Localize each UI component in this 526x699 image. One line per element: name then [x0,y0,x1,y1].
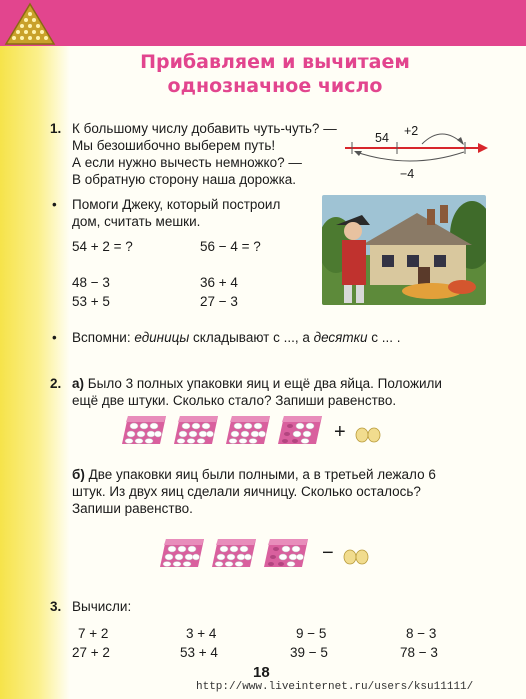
egg-carton [120,414,168,453]
task2b-line2: штук. Из двух яиц сделали яичницу. Сколько осталось? [72,484,421,499]
example-2a: 48 − 3 [72,275,110,290]
numberline-plus-label: +2 [404,124,419,138]
page-title-line2: однозначное число [167,75,383,97]
header-bar [0,0,526,46]
two-eggs [354,427,382,443]
plus-sign: + [334,421,346,443]
watermark-url: http://www.liveinternet.ru/users/ksu11111/ [196,681,474,693]
task2-number: 2. [50,376,62,391]
example-1a: 54 + 2 = ? [72,239,133,254]
task1-poem-line3: А если нужно вычесть немножко? — [72,155,302,170]
remember-suffix: с ... . [367,330,401,345]
task2b-line3: Запиши равенство. [72,501,193,516]
jack-house-illustration [322,195,486,305]
bullet: • [52,197,57,212]
calc-2-1: 27 + 2 [72,645,110,660]
numberline-start-label: 54 [375,131,389,145]
task1-bullet1-line2: дом, считать мешки. [72,214,201,229]
example-3b: 27 − 3 [200,294,238,309]
egg-carton [210,537,258,576]
task1-poem-line1: К большому числу добавить чуть-чуть? — [72,121,337,136]
task3-label: Вычисли: [72,599,132,614]
calc-2-3: 39 − 5 [290,645,328,660]
task2b-text: Две упаковки яиц были полными, а в третьей лежало 6 [84,467,436,482]
task2a-line1 [72,375,442,392]
remember-mid: складывают с ..., а [189,330,314,345]
triangle-logo [4,2,56,46]
task2a-label: а) [72,376,85,391]
egg-carton [224,414,272,453]
remember-tens: десятки [313,330,368,345]
example-3a: 53 + 5 [72,294,110,309]
calc-2-4: 78 − 3 [400,645,438,660]
example-1b: 56 − 4 = ? [200,239,261,254]
task1-bullet1-line1: Помоги Джеку, который построил [72,197,281,212]
task2a-text: Было 3 полных упаковки яиц и ещё два яйца. Положили [84,376,442,391]
task2b-line1 [72,466,436,483]
two-eggs [342,549,370,565]
egg-carton [172,414,220,453]
calc-1-2: 3 + 4 [186,626,217,641]
bullet: • [52,330,57,345]
task1-poem-line2: Мы безошибочно выберем путь! [72,138,276,153]
calc-1-4: 8 − 3 [406,626,437,641]
minus-sign: − [322,542,334,564]
egg-carton [158,537,206,576]
calc-1-3: 9 − 5 [296,626,327,641]
remember-units: единицы [134,330,190,345]
page-title-line1: Прибавляем и вычитаем [140,51,410,73]
task3-number: 3. [50,599,62,614]
calc-1-1: 7 + 2 [78,626,109,641]
egg-carton-partial [262,537,310,576]
task1-number: 1. [50,121,62,136]
example-2b: 36 + 4 [200,275,238,290]
calc-2-2: 53 + 4 [180,645,218,660]
task2b-label: б) [72,467,85,482]
numberline-minus-label: −4 [400,167,415,181]
remember-prefix: Вспомни: [72,330,135,345]
task1-poem-line4: В обратную сторону наша дорожка. [72,172,297,187]
egg-carton-partial [276,414,324,453]
remember-line [72,329,401,346]
task2a-line2: ещё две штуки. Сколько стало? Запиши равенство. [72,393,397,408]
page-number: 18 [253,664,270,681]
